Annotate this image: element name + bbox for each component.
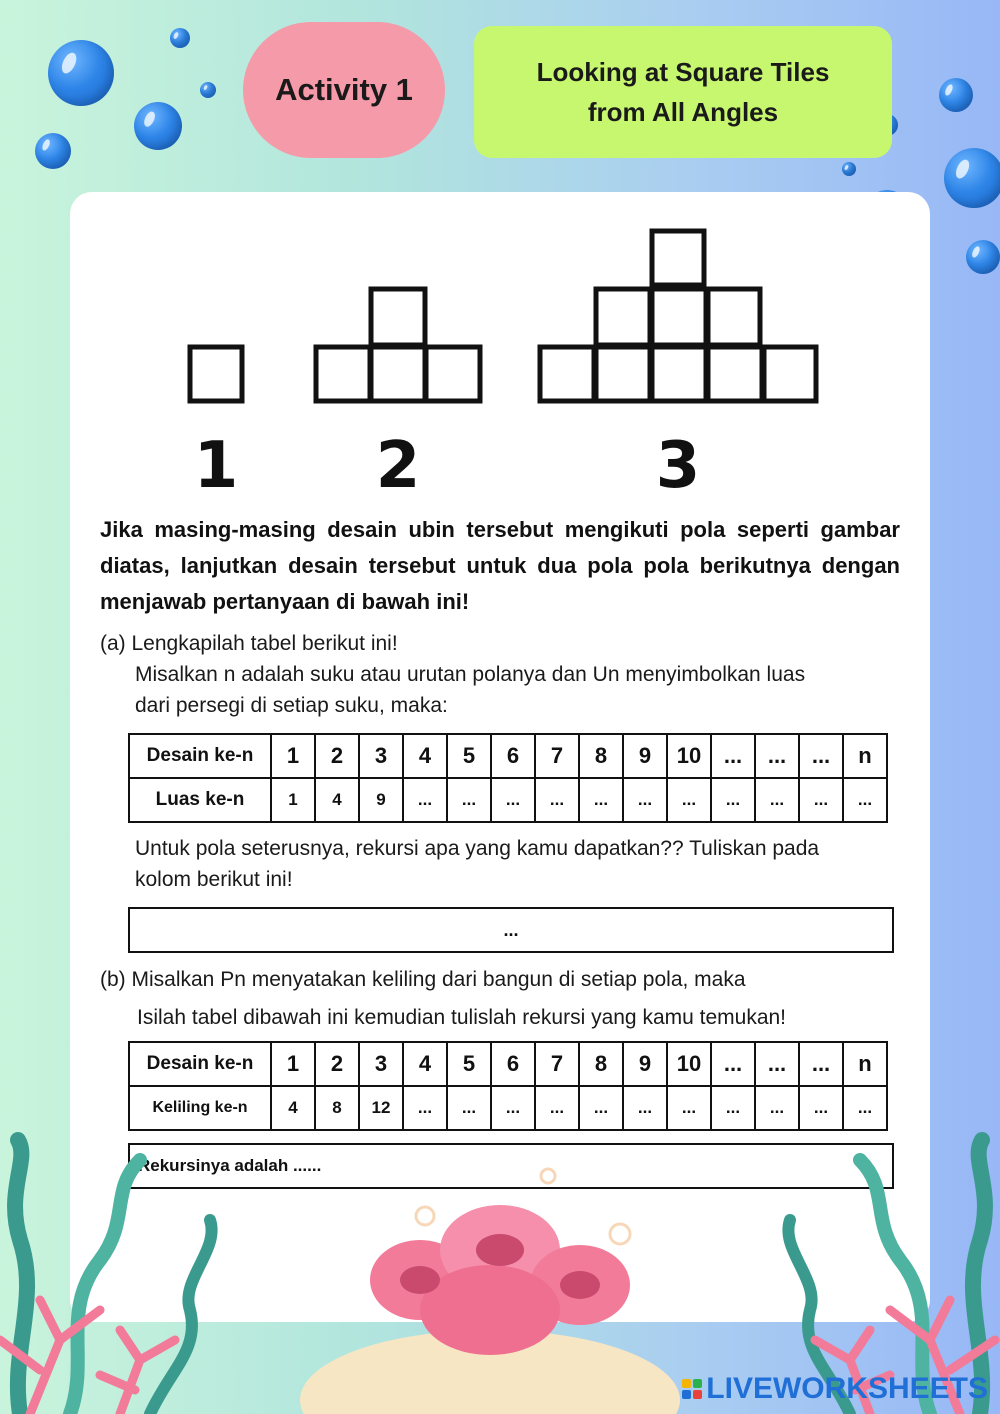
answer-cell[interactable]: ... xyxy=(755,778,799,822)
answer-cell: 12 xyxy=(359,1086,403,1130)
answer-cell[interactable]: ... xyxy=(403,778,447,822)
table-cell: 3 xyxy=(359,734,403,778)
table-cell: 1 xyxy=(271,1042,315,1086)
pattern-1 xyxy=(190,347,242,401)
part-a-description-line-2: dari persegi di setiap suku, maka: xyxy=(135,694,448,717)
recursion-b-answer-text: Rekursinya adalah ...... xyxy=(138,1156,322,1175)
table-row xyxy=(129,734,887,778)
answer-cell[interactable]: ... xyxy=(667,1086,711,1130)
table-cell: ... xyxy=(755,1042,799,1086)
answer-cell[interactable]: ... xyxy=(799,1086,843,1130)
pattern-label-3: 3 xyxy=(655,429,701,503)
table-cell: n xyxy=(843,734,887,778)
answer-cell[interactable]: ... xyxy=(711,1086,755,1130)
table-cell: n xyxy=(843,1042,887,1086)
table-cell: 8 xyxy=(579,734,623,778)
answer-cell[interactable]: ... xyxy=(403,1086,447,1130)
table-cell: 7 xyxy=(535,1042,579,1086)
table-cell: 1 xyxy=(271,734,315,778)
part-a-question-line-1: Untuk pola seterusnya, rekursi apa yang kamu dapatkan?? Tuliskan pada xyxy=(135,837,820,860)
answer-cell[interactable]: ... xyxy=(667,778,711,822)
table-cell: 7 xyxy=(535,734,579,778)
pattern-label-1: 1 xyxy=(193,429,239,503)
part-a-heading: (a) Lengkapilah tabel berikut ini! xyxy=(100,632,398,655)
answer-cell: 4 xyxy=(271,1086,315,1130)
answer-cell[interactable]: ... xyxy=(623,1086,667,1130)
table-cell: 2 xyxy=(315,1042,359,1086)
table-cell: 6 xyxy=(491,1042,535,1086)
table-row xyxy=(129,1042,887,1086)
subtitle-line-2: from All Angles xyxy=(587,97,779,127)
recursion-answer-input[interactable] xyxy=(128,907,894,953)
intro-paragraph: Jika masing-masing desain ubin tersebut mengikuti pola seperti gambar diatas, lanjutkan desain tersebut untuk dua pola pola berikutnya dengan menjawab pertanyaan di bawah ini! xyxy=(100,517,900,614)
table-row xyxy=(129,778,887,822)
answer-cell[interactable]: ... xyxy=(711,778,755,822)
answer-cell[interactable]: ... xyxy=(491,1086,535,1130)
answer-cell[interactable]: ... xyxy=(579,778,623,822)
table-cell: 3 xyxy=(359,1042,403,1086)
row-header: Keliling ke-n xyxy=(129,1086,271,1130)
answer-cell[interactable]: ... xyxy=(623,778,667,822)
liveworksheets-logo[interactable] xyxy=(682,1372,988,1406)
table-cell: 5 xyxy=(447,1042,491,1086)
row-header: Desain ke-n xyxy=(129,734,271,778)
answer-cell[interactable]: ... xyxy=(755,1086,799,1130)
table-cell: 2 xyxy=(315,734,359,778)
table-cell: 6 xyxy=(491,734,535,778)
tile-patterns xyxy=(0,0,1000,520)
activity-label: Activity 1 xyxy=(275,72,413,107)
answer-cell[interactable]: ... xyxy=(843,1086,887,1130)
table-cell: ... xyxy=(711,734,755,778)
table-cell: ... xyxy=(755,734,799,778)
table-cell: ... xyxy=(711,1042,755,1086)
row-header: Desain ke-n xyxy=(129,1042,271,1086)
table-cell: ... xyxy=(799,1042,843,1086)
answer-cell[interactable]: ... xyxy=(535,778,579,822)
perimeter-table xyxy=(128,1041,888,1131)
table-cell: 10 xyxy=(667,1042,711,1086)
answer-cell[interactable]: ... xyxy=(579,1086,623,1130)
logo-icon xyxy=(682,1379,702,1399)
part-a-description-line-1: Misalkan n adalah suku atau urutan polanya dan Un menyimbolkan luas xyxy=(135,663,806,686)
table-cell: 5 xyxy=(447,734,491,778)
pattern-2 xyxy=(316,289,480,401)
row-header: Luas ke-n xyxy=(129,778,271,822)
answer-cell[interactable]: ... xyxy=(535,1086,579,1130)
answer-cell: 8 xyxy=(315,1086,359,1130)
answer-cell: 4 xyxy=(315,778,359,822)
answer-cell[interactable]: ... xyxy=(447,778,491,822)
answer-cell: 1 xyxy=(271,778,315,822)
logo-text: LIVEWORKSHEETS xyxy=(706,1372,988,1405)
table-cell: ... xyxy=(799,734,843,778)
table-cell: 9 xyxy=(623,1042,667,1086)
table-cell: 4 xyxy=(403,1042,447,1086)
recursion-answer-text: ... xyxy=(503,919,519,940)
table-cell: 4 xyxy=(403,734,447,778)
subtitle-line-1: Looking at Square Tiles xyxy=(536,57,830,87)
area-table xyxy=(128,733,888,823)
part-a-question-line-2: kolom berikut ini! xyxy=(135,868,293,891)
answer-cell[interactable]: ... xyxy=(447,1086,491,1130)
answer-cell: 9 xyxy=(359,778,403,822)
table-cell: 9 xyxy=(623,734,667,778)
part-b-heading: (b) Misalkan Pn menyatakan keliling dari bangun di setiap pola, maka xyxy=(100,968,746,991)
table-cell: 10 xyxy=(667,734,711,778)
part-b-description: Isilah tabel dibawah ini kemudian tulislah rekursi yang kamu temukan! xyxy=(137,1006,787,1029)
table-row xyxy=(129,1086,887,1130)
answer-cell[interactable]: ... xyxy=(843,778,887,822)
answer-cell[interactable]: ... xyxy=(799,778,843,822)
pattern-3 xyxy=(540,231,816,401)
answer-cell[interactable]: ... xyxy=(491,778,535,822)
pattern-label-2: 2 xyxy=(375,429,421,503)
table-cell: 8 xyxy=(579,1042,623,1086)
